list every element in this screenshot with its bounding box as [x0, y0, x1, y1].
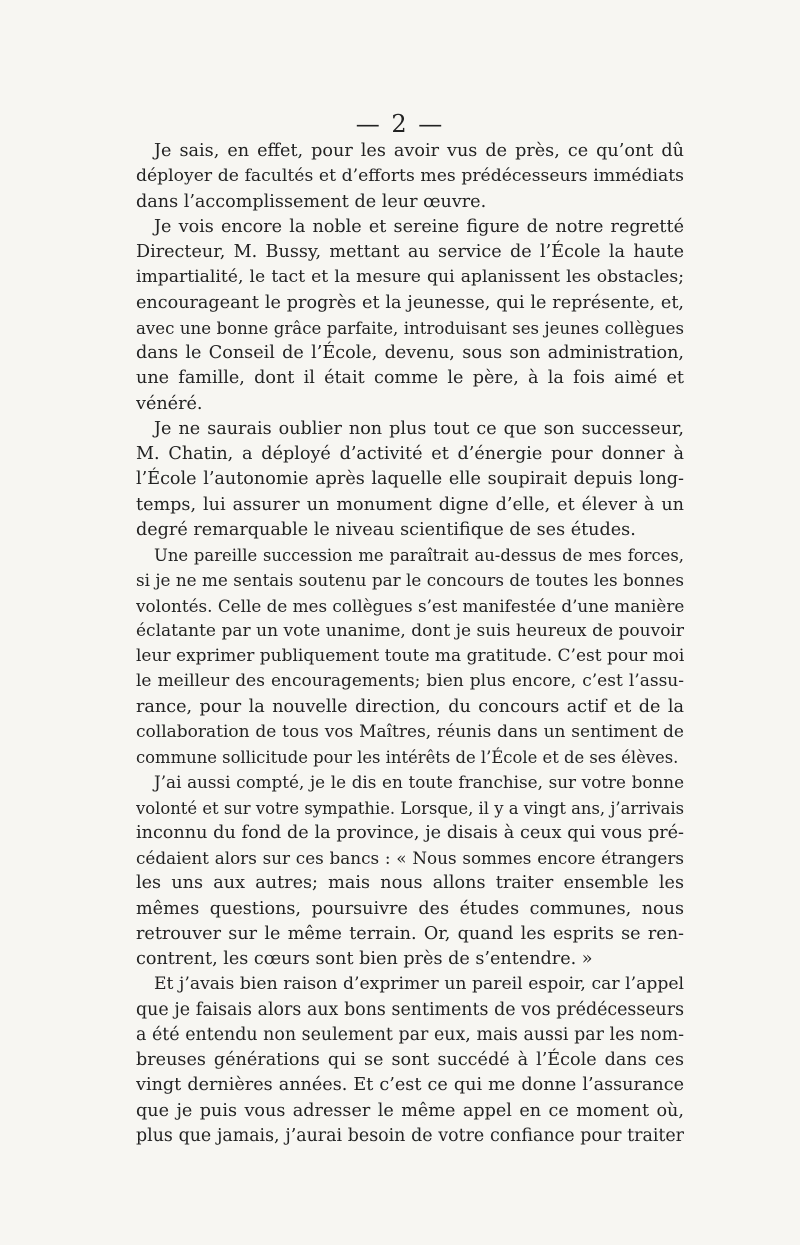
- text-line: breuses générations qui se sont succédé à l’École dans ces: [136, 1050, 684, 1070]
- text-line: le meilleur des encouragements; bien plus encore, c’est l’assu-: [136, 671, 684, 692]
- text-line: les uns aux autres; mais nous allons traiter ensemble les: [136, 873, 684, 894]
- text-line: collaboration de tous vos Maîtres, réunis dans un sentiment de: [136, 721, 684, 742]
- text-line: volontés. Celle de mes collègues s’est manifestée d’une manière: [136, 595, 684, 616]
- text-line: que je faisais alors aux bons sentiments de vos prédécesseurs: [136, 999, 684, 1020]
- text-line: encourageant le progrès et la jeunesse, qui le représente, et,: [136, 292, 684, 313]
- text-line: J’ai aussi compté, je le dis en toute franchise, sur votre bonne: [154, 772, 684, 793]
- text-line: Directeur, M. Bussy, mettant au service de l’École la haute: [136, 242, 684, 262]
- text-line: Je vois encore la noble et sereine figure de notre regretté: [154, 216, 684, 237]
- text-line: degré remarquable le niveau scientifique de ses études.: [136, 519, 636, 540]
- text-line: impartialité, le tact et la mesure qui aplanissent les obstacles;: [136, 267, 684, 288]
- text-line: leur exprimer publiquement toute ma gratitude. C’est pour moi: [136, 646, 684, 666]
- text-line: rance, pour la nouvelle direction, du concours actif et de la: [136, 696, 684, 717]
- text-line: l’École l’autonomie après laquelle elle soupirait depuis long-: [136, 469, 684, 490]
- text-line: cédaient alors sur ces bancs : « Nous sommes encore étrangers: [136, 848, 684, 868]
- text-line: si je ne me sentais soutenu par le concours de toutes les bonnes: [136, 570, 684, 591]
- text-line: que je puis vous adresser le même appel en ce moment où,: [136, 1100, 684, 1121]
- text-line: Je ne saurais oublier non plus tout ce que son successeur,: [154, 418, 684, 439]
- text-line: vingt dernières années. Et c’est ce qui me donne l’assurance: [136, 1075, 684, 1096]
- text-line: mêmes questions, poursuivre des études communes, nous: [136, 898, 684, 919]
- text-line: inconnu du fond de la province, je disais à ceux qui vous pré-: [136, 822, 684, 843]
- body-text: [136, 139, 684, 1149]
- page-number: — 2 —: [355, 110, 445, 138]
- text-line: retrouver sur le même terrain. Or, quand les esprits se ren-: [136, 923, 684, 944]
- text-line: dans l’accomplissement de leur œuvre.: [136, 191, 487, 212]
- text-line: temps, lui assurer un monument digne d’elle, et élever à un: [136, 494, 684, 515]
- text-line: commune sollicitude pour les intérêts de l’École et de ses élèves.: [136, 748, 679, 767]
- text-line: plus que jamais, j’aurai besoin de votre confiance pour traiter: [136, 1125, 684, 1146]
- text-line: Et j’avais bien raison d’exprimer un pareil espoir, car l’appel: [154, 974, 684, 995]
- text-line: dans le Conseil de l’École, devenu, sous son administration,: [136, 343, 684, 363]
- text-line: une famille, dont il était comme le père, à la fois aimé et: [136, 368, 684, 389]
- text-line: M. Chatin, a déployé d’activité et d’énergie pour donner à: [136, 444, 684, 464]
- text-line: éclatante par un vote unanime, dont je suis heureux de pouvoir: [136, 620, 684, 641]
- text-line: volonté et sur votre sympathie. Lorsque, il y a vingt ans, j’arrivais: [136, 798, 684, 818]
- text-line: contrent, les cœurs sont bien près de s’entendre. »: [136, 949, 593, 969]
- text-line: avec une bonne grâce parfaite, introduisant ses jeunes collègues: [136, 318, 684, 338]
- text-line: Une pareille succession me paraîtrait au-dessus de mes forces,: [154, 546, 684, 565]
- text-line: vénéré.: [136, 393, 203, 414]
- text-line: Je sais, en effet, pour les avoir vus de près, ce qu’ont dû: [154, 141, 684, 161]
- text-line: a été entendu non seulement par eux, mais aussi par les nom-: [136, 1024, 684, 1045]
- text-line: déployer de facultés et d’efforts mes prédécesseurs immédiats: [136, 166, 684, 187]
